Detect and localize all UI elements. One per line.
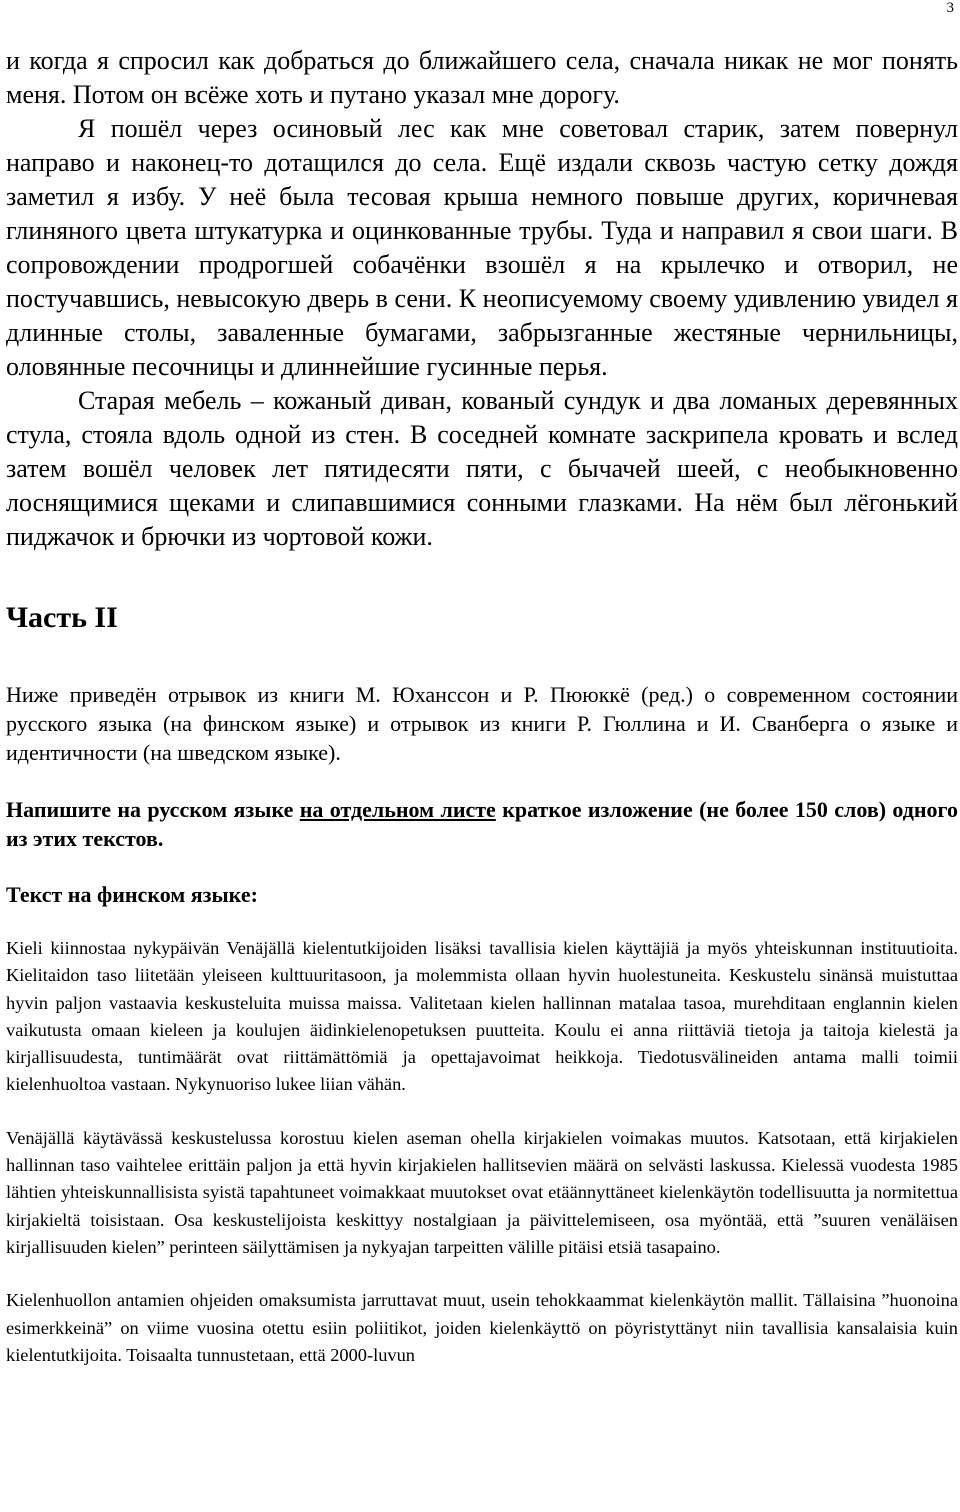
finnish-text-section <box>6 935 958 1369</box>
finnish-paragraph: Kielenhuollon antamien ohjeiden omaksumista jarruttavat muut, usein tehokkaammat kielenkäytön mallit. Tällaisina ”huonoina esimerkkeinä” on viime vuosina otettu esiin poliitikot, joiden kielenkäyttö on pöyristyttänyt niin tavallisia kansalaisia kuin kielentutkijoita. Toisaalta tunnustetaan, että 2000-luvun <box>6 1290 958 1365</box>
story-paragraph: Старая мебель – кожаный диван, кованый сундук и два ломаных деревянных стула, стояла вдоль одной из стен. В соседней комнате заскрипела кровать и вслед затем вошёл человек лет пятидесяти пяти, с бычачей шеей, с необыкновенно лоснящимися щеками и слипавшимися сонными глазками. На нём был лёгонький пиджачок и брючки из чортовой кожи. <box>6 386 958 551</box>
finnish-paragraph: Venäjällä käytävässä keskustelussa korostuu kielen aseman ohella kirjakielen voimakas muutos. Katsotaan, että kirjakielen hallinnan taso vaihtelee erittäin paljon ja että hyvin kirjakielen hallitsevien määrä on selvästi laskussa. Kielessä vuodesta 1985 lähtien yhteiskunnallisista syistä tapahtuneet voimakkaat muutokset ovat etäännyttäneet kielenkäytön todellisuutta ja normitettua kirjakieltä toisistaan. Osa keskustelijoista keskittyy nostalgiaan ja päivittelemiseen, osa myöntää, että ”suuren venäläisen kirjallisuuden kielen” perinteen säilyttämisen ja nykyajan tarpeitten välille pitäisi etsiä tasapaino. <box>6 1127 958 1257</box>
finnish-text-heading: Текст на финском языке: <box>6 882 258 907</box>
story-paragraph: Я пошёл через осиновый лес как мне советовал старик, затем повернул направо и наконец-то дотащился до села. Ещё издали сквозь частую сетку дождя заметил я избу. У неё была тесовая крыша немного повыше других, коричневая глиняного цвета штукатурка и оцинкованные трубы. Туда и направил я свои шаги. В сопровождении продрогшей собачёнки взошёл я на крылечко и отворил, не постучавшись, невысокую дверь в сени. К неописуемому своему удивлению увидел я длинные столы, заваленные бумагами, забрызганные жестяные чернильницы, оловянные песочницы и длиннейшие гусинные перья. <box>6 114 958 381</box>
task-instruction <box>6 795 958 853</box>
intro-paragraph: Ниже приведён отрывок из книги М. Юханссон и Р. Пююккё (ред.) о современном состоянии русского языка (на финском языке) и отрывок из книги Р. Гюллина и И. Сванберга о языке и идентичности (на шведском языке). <box>6 682 958 765</box>
page-number: 3 <box>946 0 954 16</box>
task-underlined-text: на отдельном листе <box>299 797 496 822</box>
finnish-paragraph: Kieli kiinnostaa nykypäivän Venäjällä kielentutkijoiden lisäksi tavallisia kielen käyttäjiä ja myös yhteiskunnan instituutioita. Kielitaidon taso liitetään yleiseen kulttuuritasoon, ja molemmista ollaan hyvin huolestuneita. Keskustelu sinänsä muistuttaa hyvin paljon vastaavia keskusteluita muissa maissa. Valitetaan kielen hallinnan matalaa tasoa, murehditaan englannin kielen vaikutusta omaan kieleen ja koulujen äidinkielenopetuksen puutteita. Koulu ei anna riittäviä tietoja ja taitoja kielestä ja kirjallisuudesta, tuntimäärät ovat riittämättömiä ja opettajavoimat heikkoja. Tiedotusvälineiden antama malli toimii kielenhuoltoa vastaan. Nykynuoriso lukee liian vähän. <box>6 938 958 1095</box>
story-paragraph: и когда я спросил как добраться до ближайшего села, сначала никак не мог понять меня. Потом он всёже хоть и путано указал мне дорогу. <box>6 46 958 109</box>
task-text: краткое изложение (не более 150 слов) одного из этих текстов. <box>6 797 959 851</box>
task-text: Напишите на русском языке <box>6 797 300 822</box>
story-section <box>6 44 958 554</box>
part-heading: Часть II <box>6 601 118 634</box>
document-page <box>6 0 958 1369</box>
